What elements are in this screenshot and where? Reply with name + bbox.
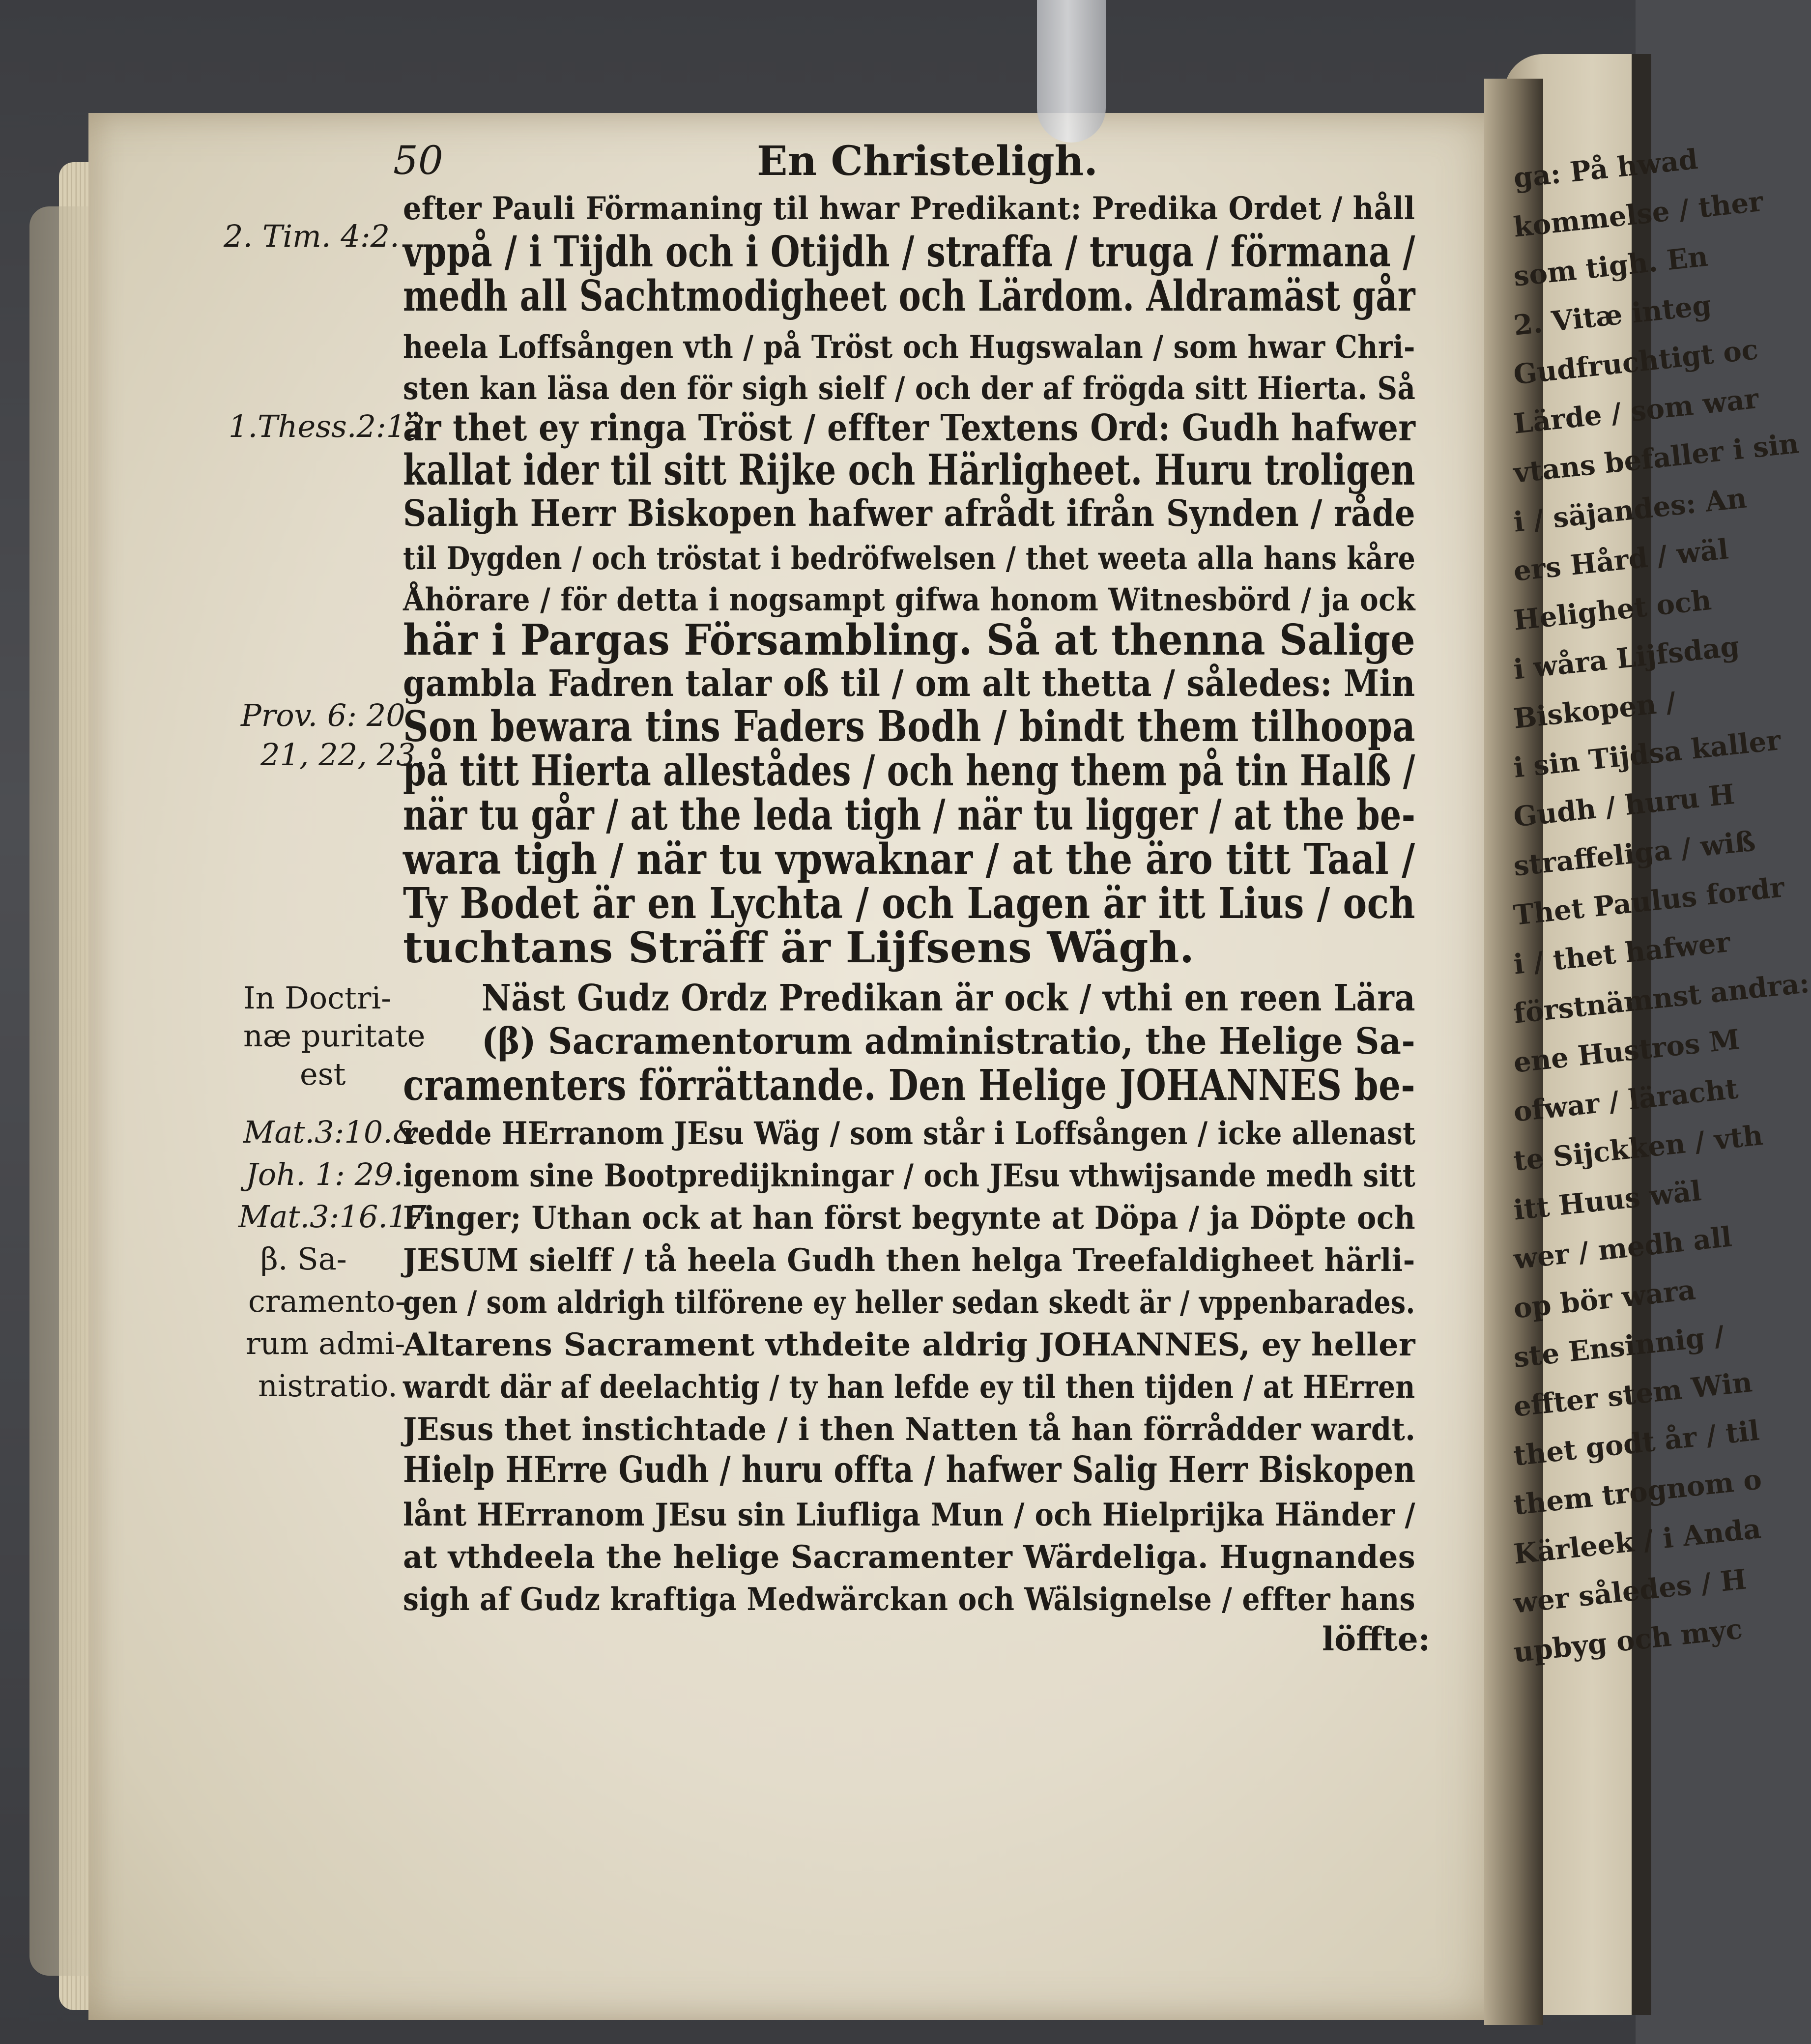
body-line: lånt HErranom JEsu sin Liufliga Mun / och Hielprijka Händer /	[403, 1497, 1415, 1533]
facing-page-line: i / säjandes: An	[1512, 482, 1749, 539]
facing-page-line: straffeliga / wiß	[1512, 825, 1757, 883]
body-line: Finger; Uthan ock at han först begynte at Döpa / ja Döpte och	[403, 1200, 1416, 1237]
body-line: gambla Fadren talar oß til / om alt thetta / således: Min	[403, 662, 1415, 705]
body-line: gen / som aldrigh tilförene ey heller sedan skedt är / vppenbarades.	[403, 1284, 1415, 1321]
margin-note: 1.Thess.2:12.	[229, 408, 435, 444]
body-line: vppå / i Tijdh och i Otijdh / straffa / truga / förmana /	[403, 227, 1415, 277]
facing-page-line: wer / medh all	[1512, 1220, 1733, 1276]
margin-note: Mat.3:16.17.	[238, 1199, 436, 1235]
facing-page-line: ste Ensinnig /	[1512, 1320, 1726, 1374]
facing-page-line: vtans befaller i sin	[1512, 427, 1801, 489]
margin-note: nistratio.	[258, 1368, 398, 1404]
facing-page-line: ga: På hwad	[1512, 143, 1699, 195]
margin-note: Joh. 1: 29.	[246, 1156, 403, 1192]
body-line: cramenters förrättande. Den Helige JOHANNES be-	[403, 1061, 1416, 1110]
body-line: wardt där af deelachtig / ty han lefde ey til then tijden / at HErren	[403, 1369, 1415, 1406]
body-line: när tu går / at the leda tigh / när tu ligger / at the be-	[403, 790, 1416, 840]
margin-note: 21, 22, 23.	[260, 737, 426, 773]
body-line: at vthdeela the helige Sacramenter Wärdeliga. Hugnandes	[403, 1539, 1416, 1576]
body-line: Saligh Herr Biskopen hafwer afrådt ifrån Synden / råde	[403, 492, 1416, 535]
margin-note: Prov. 6: 20.	[241, 697, 415, 733]
facing-page-line: te Sijckken / vth	[1512, 1119, 1765, 1178]
facing-page-line: i sin Tijdsa kaller	[1512, 724, 1782, 784]
margin-note: est	[300, 1056, 346, 1092]
body-line: Ty Bodet är en Lychta / och Lagen är itt Lius / och	[403, 879, 1415, 928]
body-line: heela Loffsången vth / på Tröst och Hugswalan / som hwar Chri-	[403, 329, 1415, 366]
running-head: En Christeligh.	[757, 138, 1098, 185]
margin-note: cramento-	[248, 1283, 405, 1319]
body-line: Näst Gudz Ordz Predikan är ock / vthi en reen Lära	[482, 977, 1416, 1019]
facing-page-line: ene Hustros M	[1512, 1023, 1742, 1079]
margin-note: næ puritate	[243, 1018, 426, 1054]
body-line: efter Pauli Förmaning til hwar Predikant: Predika Ordet / håll	[403, 190, 1415, 227]
facing-page-line: som tigh. En	[1512, 240, 1710, 293]
facing-page-line: Gudh / huru H	[1512, 777, 1736, 834]
facing-page-line: Kärleek / i Anda	[1512, 1512, 1763, 1571]
body-line: tuchtans Sträff är Lijfsens Wägh.	[403, 923, 1195, 973]
facing-page-line: ofwar / läracht	[1512, 1072, 1740, 1128]
facing-page-line: op bör wara	[1512, 1273, 1697, 1325]
page-number: 50	[393, 138, 443, 183]
margin-note: 2. Tim. 4:2.	[224, 218, 400, 254]
catchword: löffte:	[1322, 1620, 1431, 1658]
facing-page-line: Thet Paulus fordr	[1512, 871, 1786, 932]
facing-page-line: i / thet hafwer	[1512, 925, 1732, 981]
margin-note: In Doctri-	[243, 980, 392, 1016]
facing-page-line: förstnämnst andra:	[1512, 966, 1811, 1030]
body-line: wara tigh / när tu vpwaknar / at the äro titt Taal /	[403, 835, 1415, 884]
body-line: sigh af Gudz kraftiga Medwärckan och Wälsignelse / effter hans	[403, 1581, 1416, 1618]
body-line: på titt Hierta allestådes / och heng them på tin Halß /	[403, 746, 1415, 796]
facing-page-line: Gudfruchtigt oc	[1512, 333, 1760, 391]
facing-page-line: Biskopen /	[1512, 686, 1678, 735]
body-line: här i Pargas Försambling. Så at thenna Salige	[403, 615, 1416, 665]
body-line: sten kan läsa den för sigh sielf / och der af frögda sitt Hierta. Så	[403, 370, 1416, 407]
body-line: JESUM sielff / tå heela Gudh then helga Treefaldigheet härli-	[403, 1242, 1415, 1279]
body-line: medh all Sachtmodigheet och Lärdom. Aldramäst går	[403, 271, 1415, 321]
facing-page-line: ers Hård / wäl	[1512, 533, 1730, 588]
facing-page-line: them trognom o	[1512, 1463, 1763, 1522]
facing-page-line: effter stem Win	[1512, 1366, 1754, 1423]
facing-page-line: i wåra Lijfsdag	[1512, 630, 1741, 686]
facing-page-line: Helighet och	[1512, 583, 1713, 637]
page-clip	[1037, 0, 1106, 143]
facing-page-line: thet godt år / til	[1512, 1414, 1761, 1472]
body-line: Altarens Sacrament vthdeite aldrig JOHANNES, ey heller	[403, 1326, 1416, 1363]
body-line: är thet ey ringa Tröst / effter Textens Ord: Gudh hafwer	[403, 407, 1416, 449]
body-line: Son bewara tins Faders Bodh / bindt them tilhoopa	[403, 702, 1416, 751]
facing-page-line: 2. Vitæ integ	[1512, 288, 1713, 342]
body-line: igenom sine Bootpredijkningar / och JEsu vthwijsande medh sitt	[403, 1157, 1416, 1194]
margin-note: rum admi-	[246, 1325, 405, 1361]
body-line: JEsus thet instichtade / i then Natten tå han förrådder wardt.	[403, 1411, 1416, 1448]
body-line: til Dygden / och tröstat i bedröfwelsen / thet weeta alla hans kåre	[403, 540, 1416, 577]
margin-note: Mat.3:10.&	[243, 1114, 420, 1150]
facing-page-line: wer således / H	[1512, 1563, 1749, 1620]
facing-page-line: kommelse / ther	[1512, 185, 1765, 244]
facing-page-line: itt Huus wäl	[1512, 1175, 1703, 1227]
body-line: Åhörare / för detta i nogsampt gifwa honom Witnesbörd / ja ock	[403, 581, 1415, 618]
body-line: Hielp HErre Gudh / huru offta / hafwer Salig Herr Biskopen	[403, 1449, 1416, 1491]
margin-note: β. Sa-	[260, 1241, 347, 1277]
body-line: (β) Sacramentorum administratio, the Helige Sa-	[482, 1020, 1416, 1063]
body-line: redde HErranom JEsu Wäg / som står i Loffsången / icke allenast	[403, 1115, 1416, 1152]
facing-page-line: upbyg och myc	[1512, 1612, 1744, 1669]
facing-page-line: Lärde / som war	[1512, 382, 1760, 440]
body-line: kallat ider til sitt Rijke och Härligheet. Huru troligen	[403, 445, 1416, 495]
